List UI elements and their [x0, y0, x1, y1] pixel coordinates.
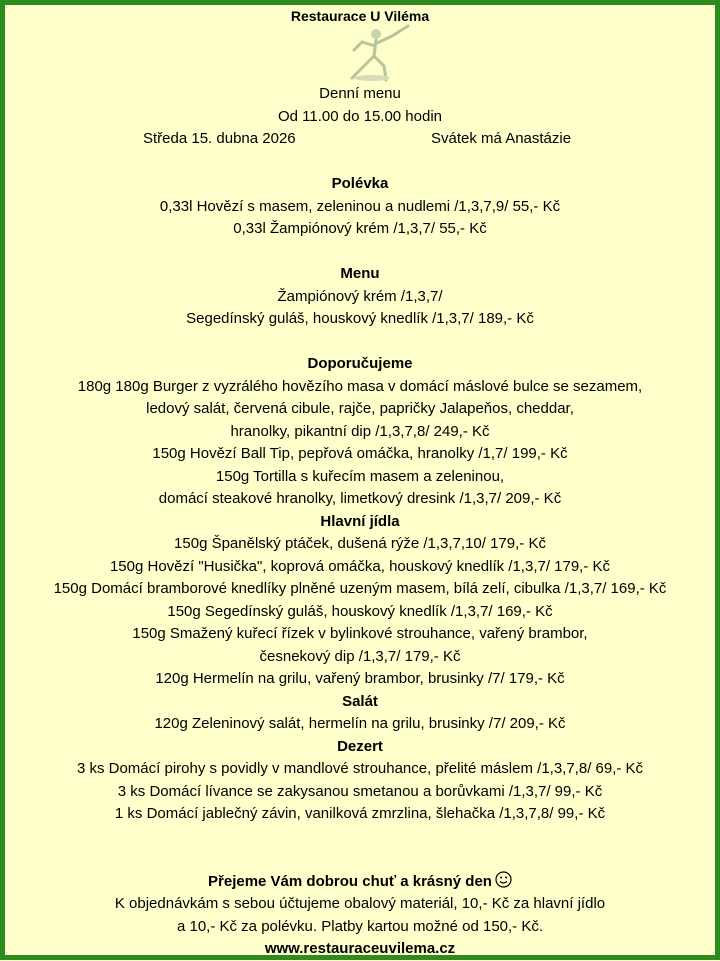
menu-date: Středa 15. dubna 2026	[143, 130, 296, 147]
menu-title: Denní menu	[319, 85, 401, 102]
main-item: 150g Hovězí "Husička", koprová omáčka, houskový knedlík /1,3,7/ 179,- Kč	[109, 557, 611, 575]
opening-hours: Od 11.00 do 15.00 hodin	[277, 107, 443, 125]
footer-note: K objednávkám s sebou účtujeme obalový materiál, 10,- Kč za hlavní jídlo	[114, 895, 606, 912]
footer-wish-text: Přejeme Vám dobrou chuť a krásný den	[208, 872, 492, 890]
menu-item: Segedínský guláš, houskový knedlík /1,3,7/ 189,- Kč	[186, 310, 534, 327]
main-item: 150g Domácí bramborové knedlíky plněné uzeným masem, bílá zelí, cibulka /1,3,7/ 169,- Kč	[53, 580, 667, 597]
dessert-item: 1 ks Domácí jablečný závin, vanilková zmrzlina, šlehačka /1,3,7,8/ 99,- Kč	[114, 805, 606, 822]
footer-wish	[5, 871, 715, 894]
main-item: 120g Hermelín na grilu, vařený brambor, brusinky /7/ 179,- Kč	[155, 670, 565, 687]
date-line	[5, 128, 715, 151]
restaurant-name: Restaurace U Viléma	[290, 8, 430, 24]
soup-item: 0,33l Žampiónový krém /1,3,7/ 55,- Kč	[233, 220, 487, 237]
salad-heading: Salát	[342, 692, 378, 710]
nameday: Svátek má Anastázie	[431, 130, 572, 147]
soup-heading: Polévka	[331, 175, 389, 192]
main-item: 150g Segedínský guláš, houskový knedlík /1,3,7/ 169,- Kč	[167, 602, 553, 620]
recommend-item: ledový salát, červená cibule, rajče, papričky Jalapeňos, cheddar,	[146, 400, 574, 417]
dessert-heading: Dezert	[337, 737, 383, 755]
recommend-item: domácí steakové hranolky, limetkový dresink /1,3,7/ 209,- Kč	[158, 490, 562, 507]
daily-menu-page	[5, 5, 715, 961]
footer-note: a 10,- Kč za polévku. Platby kartou možné od 150,- Kč.	[176, 917, 544, 935]
menu-heading: Menu	[340, 265, 380, 282]
website-link[interactable]: www.restauraceuvilema.cz	[264, 940, 456, 957]
main-item: 150g Smažený kuřecí řízek v bylinkové strouhance, vařený brambor,	[132, 625, 588, 642]
main-item: 150g Španělský ptáček, dušená rýže /1,3,7,10/ 179,- Kč	[174, 535, 546, 552]
recommend-item: 150g Tortilla s kuřecím masem a zeleninou,	[215, 467, 505, 485]
recommend-item: 180g 180g Burger z vyzrálého hovězího masa v domácí máslové bulce se sezamem,	[77, 377, 643, 395]
dessert-item: 3 ks Domácí pirohy s povidly v mandlové strouhance, přelité máslem /1,3,7,8/ 69,- Kč	[76, 760, 644, 777]
recommend-heading: Doporučujeme	[307, 355, 413, 372]
main-heading: Hlavní jídla	[320, 512, 400, 530]
menu-item: Žampiónový krém /1,3,7/	[277, 287, 443, 305]
recommend-item: 150g Hovězí Ball Tip, pepřová omáčka, hranolky /1,7/ 199,- Kč	[152, 445, 568, 462]
salad-item: 120g Zeleninový salát, hermelín na grilu, brusinky /7/ 209,- Kč	[154, 715, 566, 732]
smiley-icon	[495, 871, 512, 888]
soup-item: 0,33l Hovězí s masem, zeleninou a nudlemi /1,3,7,9/ 55,- Kč	[159, 197, 561, 215]
recommend-item: hranolky, pikantní dip /1,3,7,8/ 249,- Kč	[230, 422, 490, 440]
main-item: česnekový dip /1,3,7/ 179,- Kč	[259, 647, 461, 665]
dessert-item: 3 ks Domácí lívance se zakysanou smetanou a borůvkami /1,3,7/ 99,- Kč	[117, 782, 603, 800]
